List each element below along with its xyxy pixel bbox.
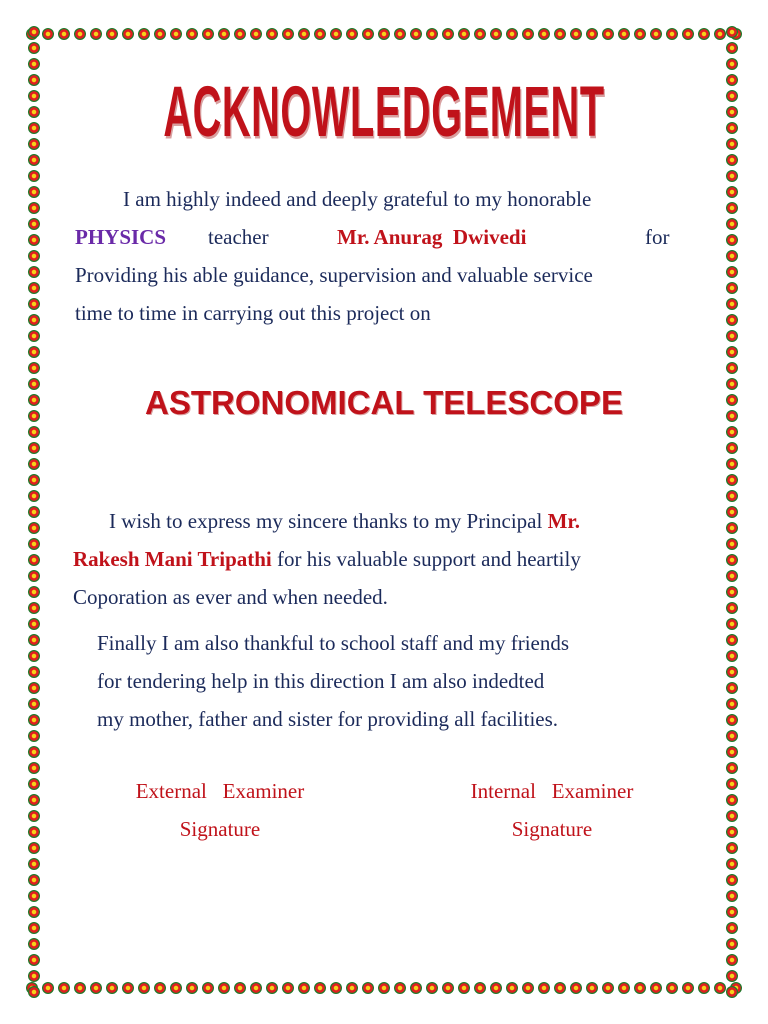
flower-icon [250, 982, 262, 994]
flower-icon [28, 890, 40, 902]
flower-icon [28, 346, 40, 358]
flower-icon [726, 538, 738, 550]
flower-icon [726, 42, 738, 54]
flower-icon [726, 58, 738, 70]
teacher-name: Mr. Anurag Dwivedi [337, 225, 527, 249]
flower-icon [138, 982, 150, 994]
flower-icon [726, 458, 738, 470]
flower-icon [474, 28, 486, 40]
flower-icon [138, 28, 150, 40]
flower-icon [106, 28, 118, 40]
flower-icon [28, 954, 40, 966]
flower-icon [726, 922, 738, 934]
flower-icon [314, 982, 326, 994]
flower-icon [726, 794, 738, 806]
flower-icon [58, 28, 70, 40]
flower-icon [726, 74, 738, 86]
internal-signature-label: Signature [511, 817, 593, 841]
flower-icon [410, 982, 422, 994]
flower-icon [634, 982, 646, 994]
flower-icon [58, 982, 70, 994]
flower-icon [506, 28, 518, 40]
flower-icon [554, 28, 566, 40]
external-examiner-block [100, 772, 340, 848]
flower-icon [726, 938, 738, 950]
flower-icon [186, 982, 198, 994]
flower-icon [266, 28, 278, 40]
decorative-border-bottom [24, 978, 744, 1000]
paragraph-line: Coporation as ever and when needed. [73, 585, 388, 609]
flower-icon [726, 90, 738, 102]
flower-icon [28, 714, 40, 726]
decorative-border-right [722, 24, 744, 1000]
flower-icon [378, 28, 390, 40]
paragraph-text: I wish to express my sincere thanks to my Principal [109, 509, 543, 533]
flower-icon [28, 42, 40, 54]
flower-icon [28, 218, 40, 230]
flower-icon [726, 250, 738, 262]
flower-icon [122, 28, 134, 40]
paragraph-line: my mother, father and sister for providing all facilities. [97, 707, 559, 731]
flower-icon [538, 982, 550, 994]
flower-icon [28, 810, 40, 822]
flower-icon [682, 28, 694, 40]
flower-icon [28, 938, 40, 950]
flower-icon [726, 778, 738, 790]
flower-icon [726, 154, 738, 166]
flower-icon [570, 982, 582, 994]
flower-icon [726, 890, 738, 902]
flower-icon [726, 842, 738, 854]
paragraph-text: for his valuable support and heartily [277, 547, 581, 571]
flower-icon [28, 362, 40, 374]
flower-icon [726, 762, 738, 774]
flower-icon [28, 74, 40, 86]
flower-icon [282, 982, 294, 994]
teacher-word: teacher [208, 225, 269, 249]
flower-icon [426, 982, 438, 994]
flower-icon [28, 106, 40, 118]
paragraph-gratitude [75, 180, 695, 332]
flower-icon [28, 202, 40, 214]
flower-icon [726, 618, 738, 630]
decorative-border-left [24, 24, 46, 1000]
flower-icon [726, 666, 738, 678]
flower-icon [634, 28, 646, 40]
flower-icon [28, 794, 40, 806]
flower-icon [28, 458, 40, 470]
flower-icon [650, 982, 662, 994]
flower-icon [726, 442, 738, 454]
flower-icon [602, 982, 614, 994]
flower-icon [726, 506, 738, 518]
flower-icon [28, 522, 40, 534]
flower-icon [202, 28, 214, 40]
internal-examiner-block [432, 772, 672, 848]
paragraph-thanks [97, 624, 697, 738]
flower-icon [490, 28, 502, 40]
flower-icon [726, 970, 738, 982]
flower-icon [28, 570, 40, 582]
flower-icon [28, 490, 40, 502]
flower-icon [458, 982, 470, 994]
flower-icon [726, 554, 738, 566]
flower-icon [458, 28, 470, 40]
flower-icon [586, 28, 598, 40]
flower-icon [442, 982, 454, 994]
flower-icon [74, 28, 86, 40]
flower-icon [106, 982, 118, 994]
flower-icon [90, 982, 102, 994]
flower-icon [726, 218, 738, 230]
flower-icon [28, 250, 40, 262]
paragraph-line [73, 502, 693, 540]
flower-icon [28, 538, 40, 550]
principal-name: Rakesh Mani Tripathi [73, 547, 272, 571]
flower-icon [726, 330, 738, 342]
flower-icon [74, 982, 86, 994]
flower-icon [218, 28, 230, 40]
principal-title: Mr. [547, 509, 581, 533]
flower-icon [726, 810, 738, 822]
flower-icon [666, 982, 678, 994]
flower-icon [28, 906, 40, 918]
flower-icon [726, 170, 738, 182]
flower-icon [28, 314, 40, 326]
flower-icon [490, 982, 502, 994]
internal-examiner-label: Internal Examiner [470, 779, 634, 803]
paragraph-principal [73, 502, 693, 616]
flower-icon [726, 202, 738, 214]
flower-icon [726, 906, 738, 918]
flower-icon [28, 122, 40, 134]
flower-icon [28, 970, 40, 982]
flower-icon [554, 982, 566, 994]
flower-icon [234, 982, 246, 994]
flower-icon [154, 28, 166, 40]
flower-icon [28, 666, 40, 678]
flower-icon [378, 982, 390, 994]
flower-icon [726, 698, 738, 710]
flower-icon [28, 826, 40, 838]
teacher-line [75, 218, 695, 256]
flower-icon [726, 106, 738, 118]
flower-icon [682, 982, 694, 994]
flower-icon [28, 602, 40, 614]
project-title: ASTRONOMICAL TELESCOPE [145, 384, 623, 421]
flower-icon [28, 986, 40, 998]
for-word: for [645, 225, 670, 249]
flower-icon [726, 298, 738, 310]
flower-icon [726, 426, 738, 438]
external-signature-label: Signature [179, 817, 261, 841]
flower-icon [28, 138, 40, 150]
flower-icon [28, 154, 40, 166]
flower-icon [314, 28, 326, 40]
flower-icon [666, 28, 678, 40]
flower-icon [170, 28, 182, 40]
flower-icon [28, 282, 40, 294]
flower-icon [170, 982, 182, 994]
flower-icon [28, 426, 40, 438]
flower-icon [28, 698, 40, 710]
flower-icon [726, 522, 738, 534]
flower-icon [726, 586, 738, 598]
flower-icon [122, 982, 134, 994]
flower-icon [28, 746, 40, 758]
flower-icon [28, 874, 40, 886]
flower-icon [726, 570, 738, 582]
flower-icon [522, 982, 534, 994]
flower-icon [726, 266, 738, 278]
flower-icon [726, 26, 738, 38]
flower-icon [90, 28, 102, 40]
flower-icon [282, 28, 294, 40]
flower-icon [726, 282, 738, 294]
flower-icon [650, 28, 662, 40]
flower-icon [698, 28, 710, 40]
decorative-border-top [24, 24, 744, 46]
flower-icon [28, 618, 40, 630]
flower-icon [410, 28, 422, 40]
flower-icon [218, 982, 230, 994]
flower-icon [28, 554, 40, 566]
paragraph-line: Finally I am also thankful to school staff and my friends [97, 631, 570, 655]
flower-icon [250, 28, 262, 40]
flower-icon [28, 650, 40, 662]
flower-icon [394, 982, 406, 994]
flower-icon [298, 28, 310, 40]
flower-icon [28, 170, 40, 182]
flower-icon [442, 28, 454, 40]
paragraph-line [73, 540, 693, 578]
flower-icon [726, 634, 738, 646]
flower-icon [698, 982, 710, 994]
flower-icon [28, 90, 40, 102]
flower-icon [726, 746, 738, 758]
flower-icon [726, 650, 738, 662]
flower-icon [266, 982, 278, 994]
flower-icon [28, 474, 40, 486]
flower-icon [28, 682, 40, 694]
flower-icon [726, 730, 738, 742]
flower-icon [28, 266, 40, 278]
flower-icon [726, 858, 738, 870]
flower-icon [618, 28, 630, 40]
flower-icon [570, 28, 582, 40]
flower-icon [28, 858, 40, 870]
flower-icon [426, 28, 438, 40]
flower-icon [726, 234, 738, 246]
flower-icon [186, 28, 198, 40]
flower-icon [362, 28, 374, 40]
flower-icon [28, 762, 40, 774]
flower-icon [28, 186, 40, 198]
flower-icon [394, 28, 406, 40]
flower-icon [28, 298, 40, 310]
flower-icon [726, 346, 738, 358]
flower-icon [618, 982, 630, 994]
flower-icon [726, 986, 738, 998]
paragraph-line: I am highly indeed and deeply grateful to my honorable [123, 187, 592, 211]
flower-icon [28, 778, 40, 790]
flower-icon [726, 490, 738, 502]
flower-icon [28, 234, 40, 246]
flower-icon [28, 922, 40, 934]
flower-icon [726, 362, 738, 374]
flower-icon [506, 982, 518, 994]
paragraph-line: time to time in carrying out this project on [75, 301, 431, 325]
flower-icon [28, 842, 40, 854]
flower-icon [346, 982, 358, 994]
flower-icon [154, 982, 166, 994]
flower-icon [202, 982, 214, 994]
flower-icon [234, 28, 246, 40]
flower-icon [726, 954, 738, 966]
flower-icon [28, 634, 40, 646]
flower-icon [28, 586, 40, 598]
flower-icon [28, 730, 40, 742]
flower-icon [346, 28, 358, 40]
paragraph-line: Providing his able guidance, supervision and valuable service [75, 263, 593, 287]
flower-icon [726, 874, 738, 886]
external-examiner-label: External Examiner [135, 779, 305, 803]
paragraph-line: for tendering help in this direction I am also indedted [97, 669, 545, 693]
flower-icon [726, 826, 738, 838]
flower-icon [362, 982, 374, 994]
flower-icon [28, 506, 40, 518]
flower-icon [522, 28, 534, 40]
flower-icon [586, 982, 598, 994]
flower-icon [298, 982, 310, 994]
page-title: ACKNOWLEDGEMENT [163, 71, 605, 152]
flower-icon [726, 314, 738, 326]
flower-icon [28, 58, 40, 70]
flower-icon [538, 28, 550, 40]
flower-icon [330, 982, 342, 994]
flower-icon [726, 138, 738, 150]
flower-icon [726, 186, 738, 198]
flower-icon [726, 602, 738, 614]
flower-icon [28, 442, 40, 454]
flower-icon [602, 28, 614, 40]
flower-icon [726, 682, 738, 694]
flower-icon [330, 28, 342, 40]
flower-icon [28, 26, 40, 38]
flower-icon [28, 330, 40, 342]
subject-name: PHYSICS [75, 225, 167, 249]
flower-icon [726, 714, 738, 726]
flower-icon [474, 982, 486, 994]
flower-icon [726, 122, 738, 134]
flower-icon [726, 474, 738, 486]
